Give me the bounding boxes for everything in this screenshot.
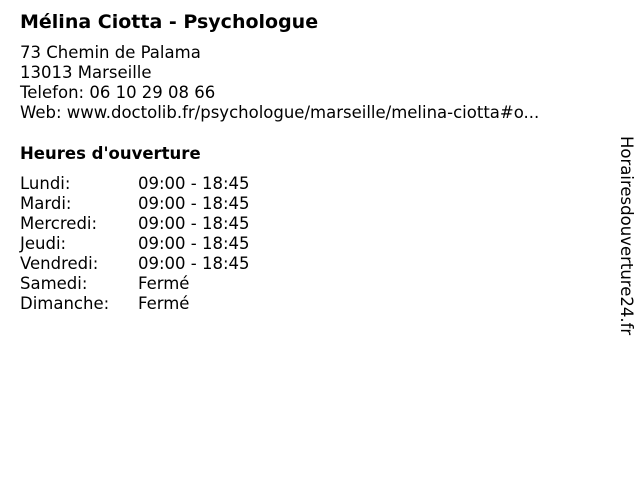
- hours-row: [20, 234, 250, 254]
- day-label: Samedi:: [20, 274, 88, 293]
- contact-block: [20, 43, 539, 123]
- opening-hours-table: [20, 174, 250, 314]
- hours-row: [20, 274, 250, 294]
- time-value: Fermé: [138, 294, 190, 313]
- day-label: Mercredi:: [20, 214, 98, 233]
- hours-row: [20, 194, 250, 214]
- site-watermark: Horairesdouverture24.fr: [617, 136, 636, 336]
- hours-row: [20, 254, 250, 274]
- hours-row: [20, 174, 250, 194]
- time-value: 09:00 - 18:45: [138, 214, 250, 233]
- website-link[interactable]: Web: www.doctolib.fr/psychologue/marseille/melina-ciotta#o...: [20, 103, 540, 122]
- street-address: 73 Chemin de Palama: [20, 43, 201, 62]
- day-label: Lundi:: [20, 174, 71, 193]
- hours-row: [20, 294, 250, 314]
- time-value: Fermé: [138, 274, 190, 293]
- phone-number: Telefon: 06 10 29 08 66: [20, 83, 216, 102]
- opening-hours-heading: Heures d'ouverture: [20, 144, 201, 163]
- day-label: Dimanche:: [20, 294, 110, 313]
- time-value: 09:00 - 18:45: [138, 174, 250, 193]
- day-label: Mardi:: [20, 194, 72, 213]
- time-value: 09:00 - 18:45: [138, 234, 250, 253]
- time-value: 09:00 - 18:45: [138, 194, 250, 213]
- hours-row: [20, 214, 250, 234]
- day-label: Jeudi:: [20, 234, 67, 253]
- page-title: Mélina Ciotta - Psychologue: [20, 11, 319, 33]
- time-value: 09:00 - 18:45: [138, 254, 250, 273]
- day-label: Vendredi:: [20, 254, 99, 273]
- city-address: 13013 Marseille: [20, 63, 152, 82]
